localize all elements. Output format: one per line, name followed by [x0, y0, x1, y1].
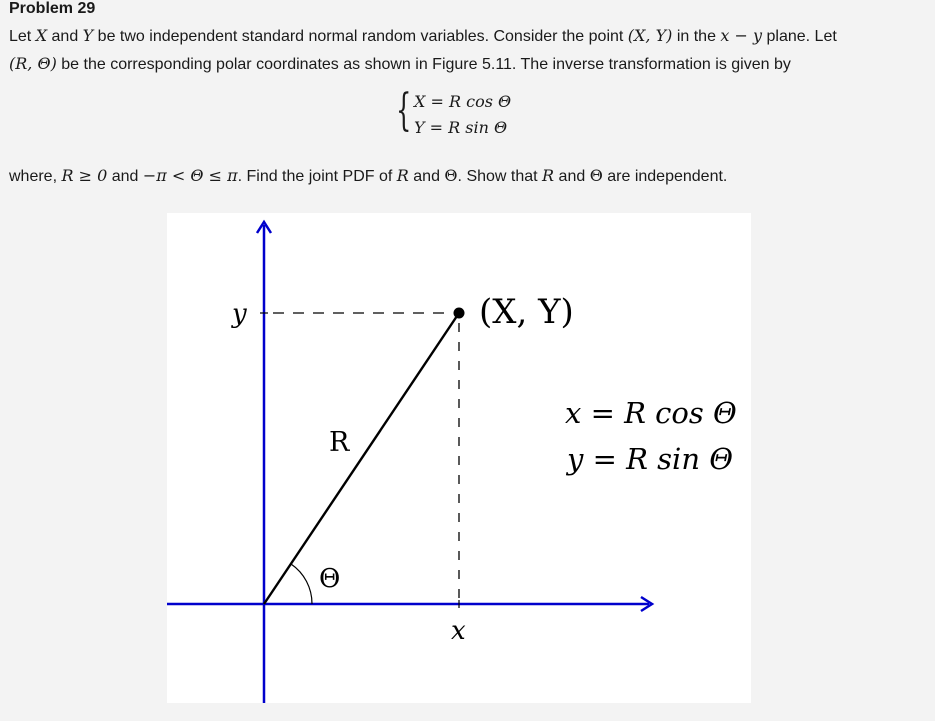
- system-eq-y: Y = R sin Θ: [414, 118, 508, 137]
- intro-text: plane. Let: [762, 28, 837, 45]
- left-brace: {: [396, 85, 412, 136]
- radius-label: R: [329, 427, 350, 458]
- intro-text: and: [47, 28, 83, 45]
- cond-text: . Show that: [457, 168, 543, 185]
- cond-text: where,: [9, 168, 62, 185]
- equation-x: x = R cos Θ: [565, 396, 737, 430]
- intro-text: be two independent standard normal random variables. Consider the point: [93, 28, 628, 45]
- point-label: (X, Y): [479, 292, 574, 332]
- math-y: Y: [82, 26, 94, 45]
- math-theta: Θ: [589, 166, 603, 185]
- math-polar: (R, Θ): [9, 54, 57, 73]
- cond-text: and: [107, 168, 143, 185]
- x-tick-label: x: [451, 616, 466, 646]
- system-eq-x: X = R cos Θ: [414, 92, 512, 111]
- math-r-condition: R ≥ 0: [61, 166, 108, 185]
- math-x: X: [35, 26, 48, 45]
- polar-coordinates-figure: [167, 213, 751, 703]
- intro-text: Let: [9, 28, 36, 45]
- intro-text: be the corresponding polar coordinates as shown in Figure 5.11. The inverse transformation is given by: [56, 56, 791, 73]
- point-xy: [454, 308, 465, 319]
- math-theta-condition: −π < Θ ≤ π: [142, 166, 238, 185]
- cond-text: and: [408, 168, 445, 185]
- radius-line: [264, 313, 459, 604]
- figure-svg: [167, 213, 751, 703]
- intro-text: in the: [672, 28, 721, 45]
- math-r: R: [396, 166, 409, 185]
- cond-text: and: [554, 168, 590, 185]
- math-point: (X, Y): [627, 26, 673, 45]
- angle-label: Θ: [319, 564, 341, 594]
- math-theta: Θ: [444, 166, 458, 185]
- math-r: R: [542, 166, 555, 185]
- angle-arc: [291, 564, 312, 604]
- y-tick-label: y: [232, 299, 247, 329]
- math-xy-plane: x − y: [720, 26, 763, 45]
- cond-text: are independent.: [602, 168, 728, 185]
- problem-intro: [9, 22, 924, 78]
- equation-y: y = R sin Θ: [567, 442, 733, 476]
- cond-text: . Find the joint PDF of: [237, 168, 397, 185]
- problem-title: Problem 29: [9, 0, 96, 17]
- problem-conditions: [9, 162, 924, 190]
